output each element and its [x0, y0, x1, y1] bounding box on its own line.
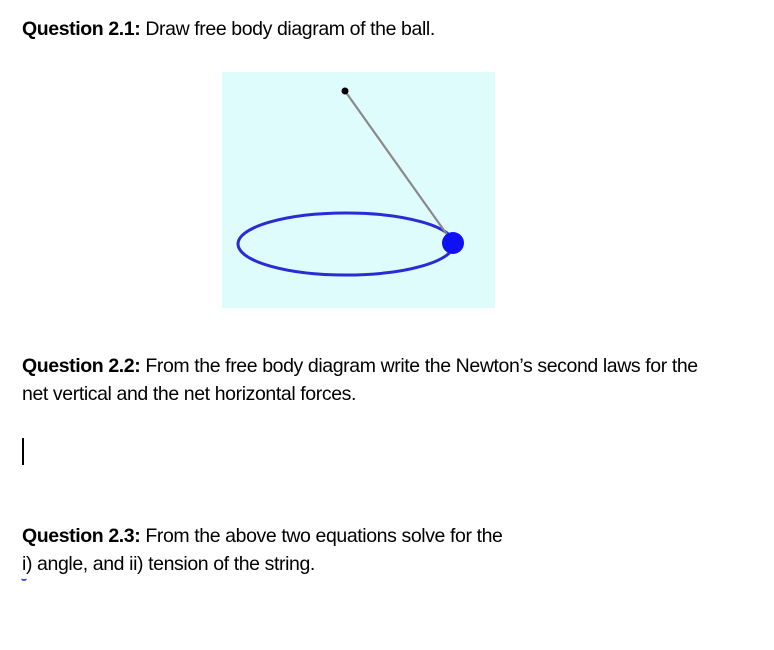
question-label: Question 2.1: — [22, 18, 141, 40]
ball — [442, 232, 464, 254]
text-cursor[interactable] — [22, 438, 24, 465]
conical-pendulum-figure — [222, 72, 495, 308]
pendulum-diagram — [222, 72, 495, 308]
question-text: From the free body diagram write the Newton’s second laws for the net vertical and the net horizontal forces. — [22, 355, 698, 405]
question-text-line1: From the above two equations solve for the — [140, 525, 503, 547]
question-text: Draw free body diagram of the ball. — [140, 18, 435, 40]
spellcheck-flagged-word[interactable]: i — [22, 550, 26, 578]
question-label: Question 2.2: — [22, 355, 141, 377]
pivot-point — [342, 88, 349, 95]
circular-path — [238, 213, 454, 275]
question-2-3 — [22, 522, 642, 578]
question-2-1 — [22, 15, 435, 43]
question-text-line2: ) angle, and ii) tension of the string. — [25, 553, 315, 575]
question-label: Question 2.3: — [22, 525, 141, 547]
string — [345, 91, 453, 243]
question-2-2 — [22, 352, 722, 408]
